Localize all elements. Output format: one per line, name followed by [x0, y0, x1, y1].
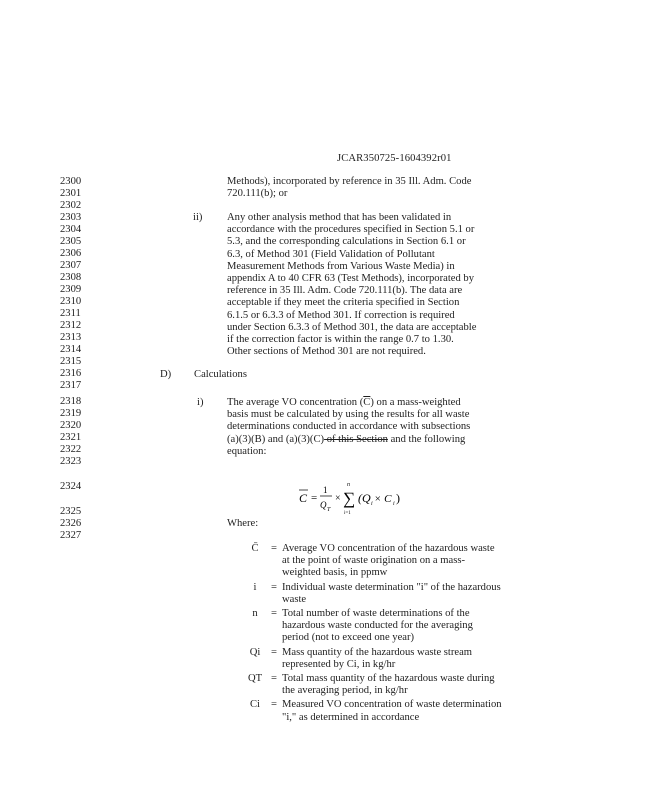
line-number: 2323 [60, 456, 82, 467]
eq-sum-upper: n [347, 482, 350, 488]
item-ii-marker: ii) [193, 212, 203, 223]
eq-frac-num: 1 [323, 485, 328, 495]
definition-row [244, 543, 502, 580]
text-fragment: and the following [387, 433, 466, 445]
eq-times: × [335, 493, 341, 504]
text-line: equation: [227, 445, 267, 457]
definition-text: Measured VO concentration of waste determination "i," as determined in accordance [282, 699, 502, 723]
c-bar-symbol: $\overline{C}$ [363, 397, 371, 408]
methods-continuation [227, 176, 471, 200]
text-line: accordance with the procedures specified in Section 5.1 or [227, 224, 475, 236]
line-number: 2325 [60, 506, 82, 517]
line-number: 2314 [60, 344, 82, 355]
definition-row [244, 608, 502, 645]
text-line: Methods), incorporated by reference in 35 Ill. Adm. Code [227, 176, 472, 187]
eq-frac-den-sub: T [327, 507, 331, 513]
where-label: Where: [227, 518, 259, 529]
definition-row [244, 647, 502, 671]
eq-sum-lower: i=1 [344, 511, 351, 516]
line-number: 2321 [60, 432, 82, 443]
item-i-marker: i) [197, 397, 204, 408]
definition-row [244, 673, 502, 697]
text-line: reference in 35 Ill. Adm. Code 720.111(b). The data are [227, 285, 463, 297]
definition-row [244, 699, 502, 723]
text-line: 6.1.5 or 6.3.3 of Method 301. If correction is required [227, 309, 455, 321]
definition-equals: = [271, 699, 277, 711]
definition-equals: = [271, 646, 277, 658]
definition-equals: = [271, 608, 277, 620]
text-line: if the correction factor is within the range 0.7 to 1.30. [227, 333, 454, 345]
line-number: 2310 [60, 296, 82, 307]
text-line [227, 397, 470, 409]
line-number: 2320 [60, 420, 82, 431]
definition-equals: = [271, 581, 277, 593]
definitions-list [244, 543, 502, 726]
line-number: 2306 [60, 248, 82, 259]
definition-text: Individual waste determination "i" of the hazardous waste [282, 581, 501, 605]
line-number: 2318 [60, 396, 82, 407]
line-number: 2307 [60, 260, 82, 271]
section-d-marker: D) [160, 369, 172, 380]
line-number: 2305 [60, 236, 82, 247]
eq-term: (Q [358, 491, 371, 505]
definition-symbol: C̄ [251, 543, 259, 554]
equation-svg [298, 480, 408, 520]
line-number: 2302 [60, 200, 82, 211]
text-line: Any other analysis method that has been validated in [227, 212, 452, 223]
text-line: appendix A to 40 CFR 63 (Test Methods), incorporated by [227, 272, 475, 284]
text-line: Other sections of Method 301 are not required. [227, 346, 426, 358]
definition-text: Total mass quantity of the hazardous waste during the averaging period, in kg/hr [282, 673, 495, 697]
definition-text: Average VO concentration of the hazardous waste at the point of waste origination on a mass-weighted basis, in ppmw [282, 543, 495, 579]
definition-symbol: i [253, 581, 257, 593]
eq-term-sub1: i [371, 501, 373, 507]
line-number: 2301 [60, 188, 82, 199]
eq-term-close: ) [396, 491, 400, 505]
struck-text: of this Section [324, 433, 388, 445]
text-line: under Section 6.3.3 of Method 301, the data are acceptable [227, 321, 477, 333]
line-number: 2308 [60, 272, 82, 283]
definition-equals: = [271, 673, 277, 685]
text-line: 6.3, of Method 301 (Field Validation of Pollutant [227, 248, 435, 260]
line-number: 2326 [60, 518, 82, 529]
equation [298, 480, 408, 520]
eq-frac-den: Q [320, 500, 327, 510]
line-number: 2327 [60, 530, 82, 541]
eq-lhs: C [299, 491, 308, 505]
eq-term-mid: × C [374, 493, 392, 505]
text-line: acceptable if they meet the criteria specified in Section [227, 297, 460, 309]
definition-text: Total number of waste determinations of the hazardous waste conducted for the averaging period (not to exceed one year) [282, 608, 473, 644]
text-line: Measurement Methods from Various Waste Media) in [227, 260, 455, 272]
text-line: 720.111(b); or [227, 188, 288, 200]
item-i-text [227, 397, 470, 458]
line-number: 2312 [60, 320, 82, 331]
definition-symbol: n [252, 608, 258, 620]
line-number: 2304 [60, 224, 82, 235]
line-number: 2309 [60, 284, 82, 295]
definition-row [244, 582, 502, 606]
section-d-heading: Calculations [194, 369, 247, 380]
line-number: 2317 [60, 380, 82, 391]
line-number: 2324 [60, 481, 82, 492]
definition-equals: = [271, 543, 277, 554]
line-number: 2316 [60, 368, 82, 379]
eq-sum-sign: ∑ [343, 489, 356, 508]
text-line [227, 434, 470, 446]
definition-symbol: QT [247, 673, 263, 685]
text-line: 5.3, and the corresponding calculations in Section 6.1 or [227, 236, 466, 248]
text-line: determinations conducted in accordance with subsections [227, 421, 471, 433]
text-fragment: (a)(3)(B) and (a)(3)(C) [227, 433, 325, 445]
line-number: 2322 [60, 444, 82, 455]
definition-symbol: Qi [249, 646, 261, 658]
line-number: 2313 [60, 332, 82, 343]
line-number: 2311 [60, 308, 81, 319]
eq-equals: = [311, 492, 318, 504]
line-number: 2300 [60, 176, 82, 187]
line-number: 2319 [60, 408, 82, 419]
text-fragment: ) on a mass-weighted [370, 397, 461, 408]
definition-symbol: Ci [249, 699, 260, 711]
document-id: JCAR350725-1604392r01 [337, 153, 452, 164]
line-number: 2315 [60, 356, 82, 367]
item-ii-text [227, 212, 476, 358]
line-number: 2303 [60, 212, 82, 223]
text-fragment: The average VO concentration ( [227, 397, 364, 408]
text-line: basis must be calculated by using the results for all waste [227, 409, 470, 421]
eq-term-sub2: i [393, 501, 395, 507]
definition-text: Mass quantity of the hazardous waste stream represented by Ci, in kg/hr [282, 646, 473, 670]
